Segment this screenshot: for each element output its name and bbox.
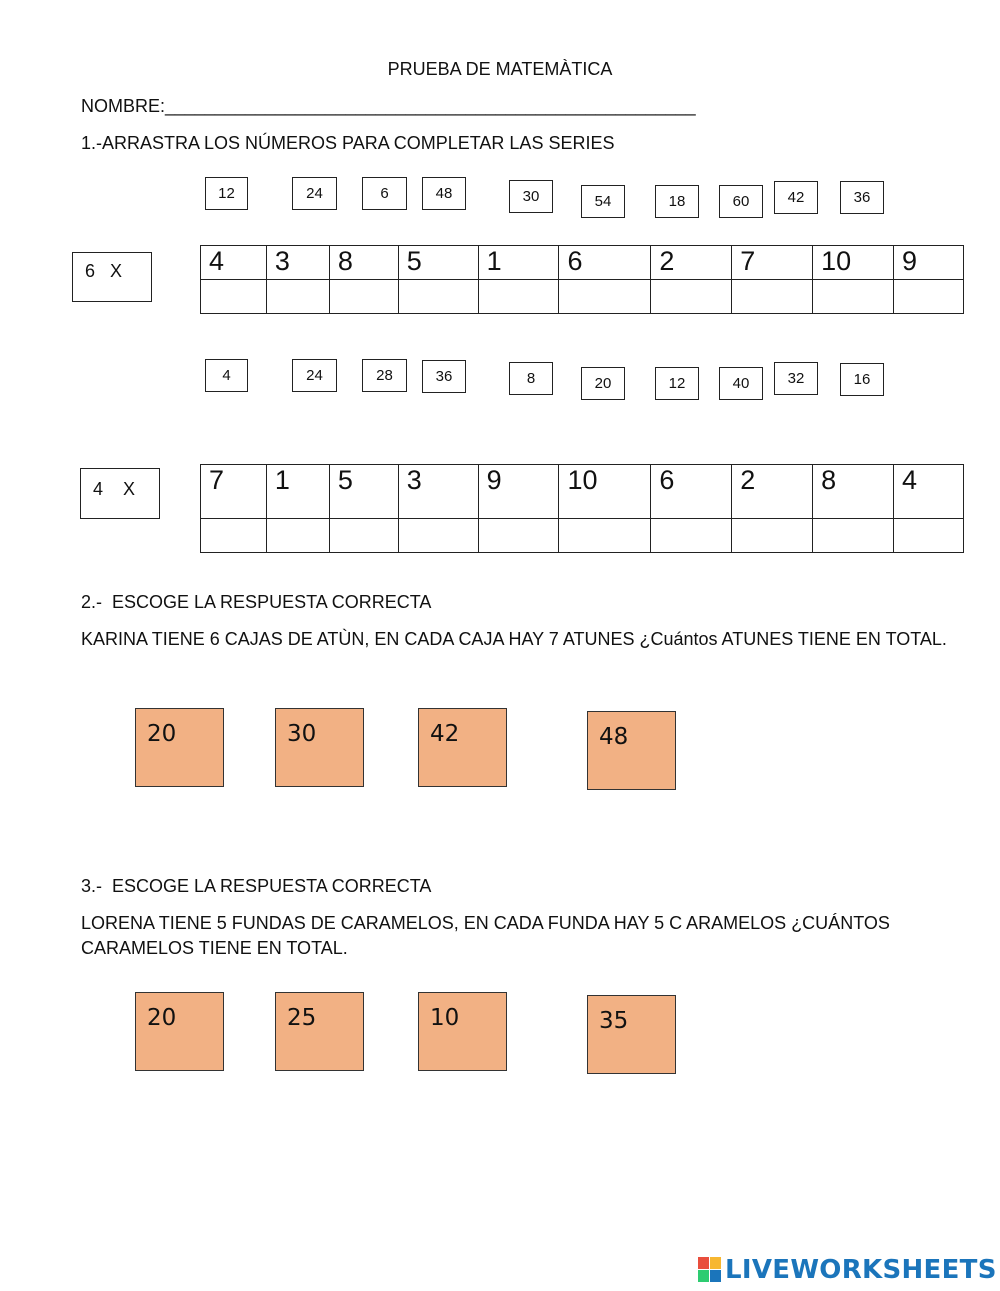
drag-tile[interactable]: 48 (422, 177, 466, 210)
drag-tile[interactable]: 28 (362, 359, 407, 392)
answer-option[interactable]: 48 (587, 711, 676, 790)
factor-cell: 9 (894, 246, 964, 280)
section2-problem: KARINA TIENE 6 CAJAS DE ATÙN, EN CADA CAJA HAY 7 ATUNES ¿Cuántos ATUNES TIENE EN TOTAL. (81, 629, 947, 649)
drag-tile[interactable]: 18 (655, 185, 699, 218)
factor-cell: 4 (894, 465, 964, 519)
factor-cell: 7 (732, 246, 813, 280)
answer-drop-cell[interactable] (201, 519, 267, 553)
factor-cell: 10 (813, 246, 894, 280)
worksheet-title: PRUEBA DE MATEMÀTICA (387, 59, 613, 79)
answer-drop-cell[interactable] (559, 519, 651, 553)
factor-cell: 8 (329, 246, 398, 280)
drag-tile[interactable]: 60 (719, 185, 763, 218)
drag-tile[interactable]: 32 (774, 362, 818, 395)
answer-option[interactable]: 42 (418, 708, 507, 787)
factor-cell: 7 (201, 465, 267, 519)
factor-cell: 3 (266, 246, 329, 280)
factor-cell: 4 (201, 246, 267, 280)
factor-cell: 1 (266, 465, 329, 519)
drag-tile[interactable]: 12 (205, 177, 248, 210)
drag-tile[interactable]: 20 (581, 367, 625, 400)
answer-drop-cell[interactable] (894, 519, 964, 553)
answer-drop-cell[interactable] (478, 280, 559, 314)
series-table (200, 464, 964, 553)
factor-cell: 1 (478, 246, 559, 280)
answer-option[interactable]: 20 (135, 708, 224, 787)
answer-option[interactable]: 35 (587, 995, 676, 1074)
factor-cell: 2 (732, 465, 813, 519)
section3-heading: 3.- ESCOGE LA RESPUESTA CORRECTA (81, 876, 432, 896)
answer-drop-cell[interactable] (398, 280, 478, 314)
factor-cell: 5 (398, 246, 478, 280)
drag-tile[interactable]: 8 (509, 362, 553, 395)
drag-tile[interactable]: 42 (774, 181, 818, 214)
answer-option[interactable]: 10 (418, 992, 507, 1071)
section2-heading: 2.- ESCOGE LA RESPUESTA CORRECTA (81, 592, 432, 612)
answer-option[interactable]: 30 (275, 708, 364, 787)
answer-drop-cell[interactable] (651, 280, 732, 314)
answer-drop-cell[interactable] (732, 519, 813, 553)
logo-text: LIVEWORKSHEETS (725, 1255, 997, 1285)
drag-tile[interactable]: 24 (292, 177, 337, 210)
answer-drop-cell[interactable] (651, 519, 732, 553)
drag-tile[interactable]: 24 (292, 359, 337, 392)
drag-tile[interactable]: 6 (362, 177, 407, 210)
drag-tile[interactable]: 40 (719, 367, 763, 400)
drag-tile[interactable]: 30 (509, 180, 553, 213)
multiplier-box: 4 X (80, 468, 160, 519)
factor-cell: 3 (398, 465, 478, 519)
factor-cell: 8 (813, 465, 894, 519)
answer-drop-cell[interactable] (329, 280, 398, 314)
multiplier-box: 6 X (72, 252, 152, 302)
drag-tile[interactable]: 36 (840, 181, 884, 214)
answer-drop-cell[interactable] (201, 280, 267, 314)
answer-option[interactable]: 25 (275, 992, 364, 1071)
answer-drop-cell[interactable] (478, 519, 559, 553)
answer-drop-cell[interactable] (732, 280, 813, 314)
answer-drop-cell[interactable] (266, 280, 329, 314)
answer-drop-cell[interactable] (266, 519, 329, 553)
factor-cell: 5 (329, 465, 398, 519)
factor-cell: 6 (559, 246, 651, 280)
answer-drop-cell[interactable] (559, 280, 651, 314)
answer-option[interactable]: 20 (135, 992, 224, 1071)
factor-cell: 10 (559, 465, 651, 519)
series-table (200, 245, 964, 314)
answer-drop-cell[interactable] (894, 280, 964, 314)
factor-cell: 6 (651, 465, 732, 519)
factor-cell: 2 (651, 246, 732, 280)
drag-tile[interactable]: 54 (581, 185, 625, 218)
section3-problem: LORENA TIENE 5 FUNDAS DE CARAMELOS, EN CADA FUNDA HAY 5 C ARAMELOS ¿CUÁNTOS CARAMELOS TIENE EN TOTAL. (81, 913, 890, 958)
drag-tile[interactable]: 4 (205, 359, 248, 392)
logo-blocks-icon (698, 1257, 722, 1283)
answer-drop-cell[interactable] (813, 280, 894, 314)
answer-drop-cell[interactable] (813, 519, 894, 553)
factor-cell: 9 (478, 465, 559, 519)
answer-drop-cell[interactable] (398, 519, 478, 553)
name-line-label: NOMBRE:_____________________________________________________ (81, 96, 696, 116)
drag-tile[interactable]: 16 (840, 363, 884, 396)
answer-drop-cell[interactable] (329, 519, 398, 553)
liveworksheets-logo (698, 1254, 997, 1286)
section1-instruction: 1.-ARRASTRA LOS NÚMEROS PARA COMPLETAR LAS SERIES (81, 133, 615, 153)
drag-tile[interactable]: 12 (655, 367, 699, 400)
drag-tile[interactable]: 36 (422, 360, 466, 393)
